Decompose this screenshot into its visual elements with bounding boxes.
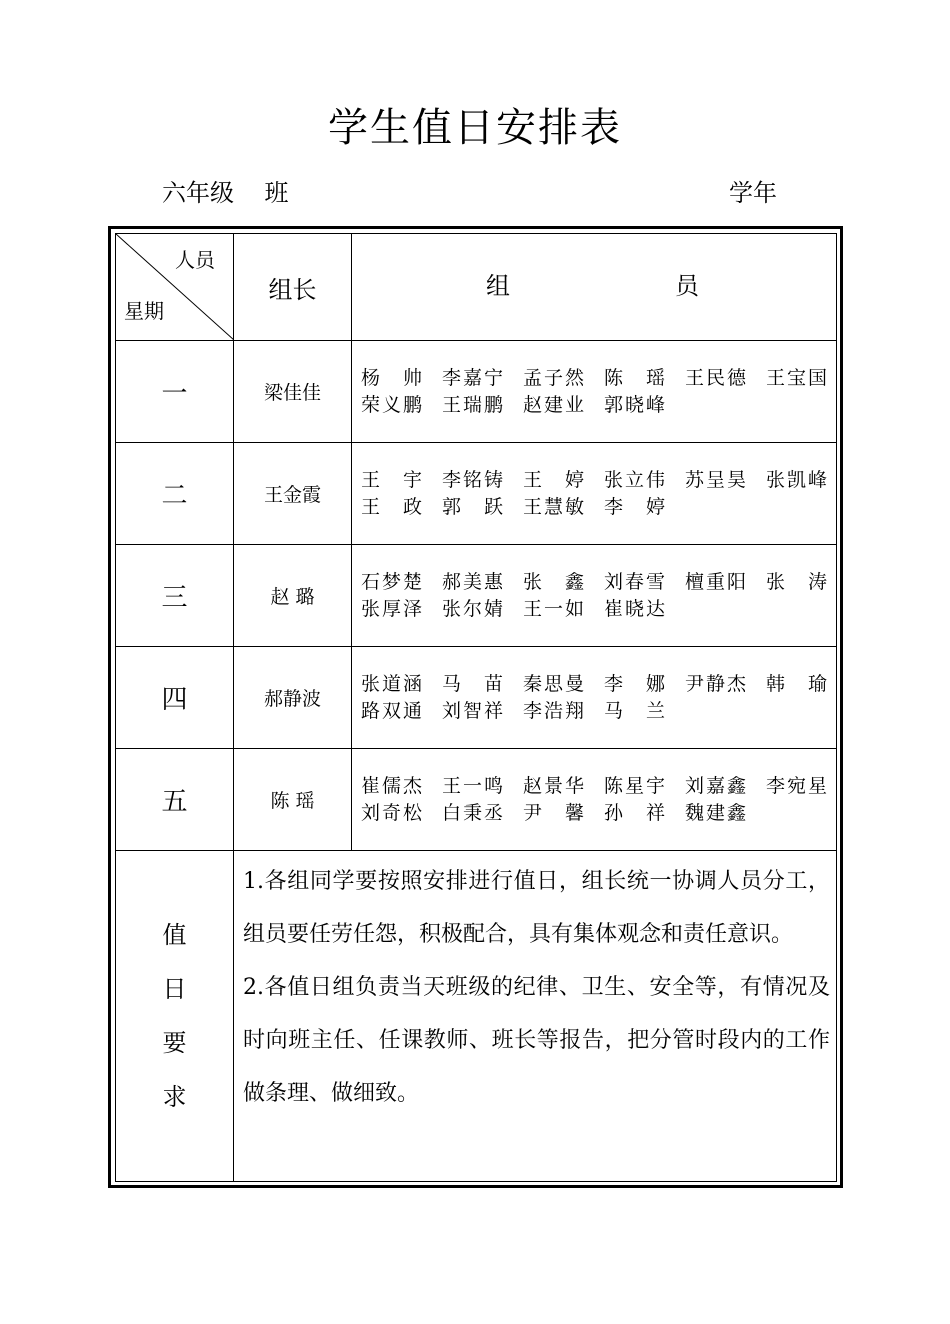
member-name: 张厚泽 bbox=[361, 597, 422, 620]
requirements-label-char: 求 bbox=[162, 1083, 187, 1111]
members-line-1 bbox=[361, 365, 836, 392]
day-cell: 一 bbox=[116, 341, 234, 443]
member-name: 崔儒杰 bbox=[361, 774, 422, 797]
day-cell: 二 bbox=[116, 443, 234, 545]
member-name: 赵景华 bbox=[523, 774, 584, 797]
corner-bottom-label: 星期 bbox=[124, 299, 164, 323]
member-name: 张立伟 bbox=[604, 468, 665, 491]
member-name: 王宝国 bbox=[766, 366, 827, 389]
member-name: 苏呈昊 bbox=[685, 468, 746, 491]
members-cell bbox=[352, 749, 837, 851]
table-row bbox=[116, 749, 837, 851]
page-title: 学生值日安排表 bbox=[328, 105, 622, 151]
member-name: 郝美惠 bbox=[442, 570, 503, 593]
header-members-char-1: 组 bbox=[486, 272, 510, 300]
member-name: 王一如 bbox=[523, 597, 584, 620]
requirements-label-char: 要 bbox=[162, 1029, 187, 1057]
leader-cell: 郝静波 bbox=[234, 647, 352, 749]
member-name: 尹静杰 bbox=[685, 672, 746, 695]
header-members bbox=[352, 234, 837, 341]
requirements-label-char: 日 bbox=[162, 975, 187, 1003]
member-name: 马 苗 bbox=[442, 672, 503, 695]
member-name: 荣义鹏 bbox=[361, 393, 422, 416]
day-cell: 三 bbox=[116, 545, 234, 647]
member-name: 李嘉宁 bbox=[442, 366, 503, 389]
day-cell: 五 bbox=[116, 749, 234, 851]
member-name: 马 兰 bbox=[604, 699, 665, 722]
member-name: 魏建鑫 bbox=[685, 801, 746, 824]
members-cell bbox=[352, 341, 837, 443]
member-name: 路双通 bbox=[361, 699, 422, 722]
member-name: 张尔婧 bbox=[442, 597, 503, 620]
requirement-item: 2.各值日组负责当天班级的纪律、卫生、安全等，有情况及时向班主任、任课教师、班长等报告，把分管时段内的工作做条理、做细致。 bbox=[243, 975, 830, 1106]
member-name: 韩 瑜 bbox=[766, 672, 827, 695]
member-name: 郭 跃 bbox=[442, 495, 503, 518]
table-row bbox=[116, 443, 837, 545]
members-line-1 bbox=[361, 671, 836, 698]
member-name: 王民德 bbox=[685, 366, 746, 389]
members-cell bbox=[352, 545, 837, 647]
members-line-2 bbox=[361, 698, 836, 725]
requirements-text bbox=[234, 851, 837, 1182]
requirements-row bbox=[116, 851, 837, 1182]
day-cell: 四 bbox=[116, 647, 234, 749]
member-name: 李宛星 bbox=[766, 774, 827, 797]
header-members-char-2: 员 bbox=[675, 272, 699, 300]
member-name: 刘智祥 bbox=[442, 699, 503, 722]
members-line-1 bbox=[361, 569, 836, 596]
members-cell bbox=[352, 443, 837, 545]
member-name: 檀重阳 bbox=[685, 570, 746, 593]
table-frame bbox=[108, 226, 843, 1188]
members-line-1 bbox=[361, 467, 836, 494]
member-name: 杨 帅 bbox=[361, 366, 422, 389]
member-name: 崔晓达 bbox=[604, 597, 665, 620]
leader-cell: 陈 瑶 bbox=[234, 749, 352, 851]
member-name: 陈星宇 bbox=[604, 774, 665, 797]
members-line-2 bbox=[361, 800, 836, 827]
member-name: 孟子然 bbox=[523, 366, 584, 389]
table-row bbox=[116, 647, 837, 749]
member-name: 刘奇松 bbox=[361, 801, 422, 824]
header-row bbox=[116, 234, 837, 341]
member-name: 王一鸣 bbox=[442, 774, 503, 797]
member-name: 郭晓峰 bbox=[604, 393, 665, 416]
member-name: 秦思曼 bbox=[523, 672, 584, 695]
leader-cell: 梁佳佳 bbox=[234, 341, 352, 443]
header-leader: 组长 bbox=[234, 234, 352, 341]
member-name: 刘嘉鑫 bbox=[685, 774, 746, 797]
table-row bbox=[116, 545, 837, 647]
corner-cell bbox=[116, 234, 234, 341]
member-name: 张 涛 bbox=[766, 570, 827, 593]
requirement-item: 1.各组同学要按照安排进行值日，组长统一协调人员分工，组员要任劳任怨，积极配合，具有集体观念和责任意识。 bbox=[243, 869, 830, 947]
member-name: 白秉丞 bbox=[442, 801, 503, 824]
member-name: 石梦楚 bbox=[361, 570, 422, 593]
member-name: 李 娜 bbox=[604, 672, 665, 695]
members-line-2 bbox=[361, 596, 836, 623]
member-name: 孙 祥 bbox=[604, 801, 665, 824]
school-year-label: 学年 bbox=[729, 179, 777, 207]
member-name: 陈 瑶 bbox=[604, 366, 665, 389]
member-name: 尹 馨 bbox=[523, 801, 584, 824]
member-name: 张道涵 bbox=[361, 672, 422, 695]
member-name: 赵建业 bbox=[523, 393, 584, 416]
member-name: 王慧敏 bbox=[523, 495, 584, 518]
member-name: 刘春雪 bbox=[604, 570, 665, 593]
member-name: 李铭铸 bbox=[442, 468, 503, 491]
members-line-2 bbox=[361, 392, 836, 419]
leader-cell: 王金霞 bbox=[234, 443, 352, 545]
corner-top-label: 人员 bbox=[175, 248, 215, 272]
member-name: 王瑞鹏 bbox=[442, 393, 503, 416]
member-name: 王 政 bbox=[361, 495, 422, 518]
class-label: 六年级 班 bbox=[162, 179, 289, 207]
member-name: 张 鑫 bbox=[523, 570, 584, 593]
duty-schedule-table bbox=[115, 233, 837, 1182]
members-cell bbox=[352, 647, 837, 749]
requirements-label bbox=[116, 851, 234, 1182]
member-name: 张凯峰 bbox=[766, 468, 827, 491]
member-name: 李浩翔 bbox=[523, 699, 584, 722]
leader-cell: 赵 璐 bbox=[234, 545, 352, 647]
members-line-2 bbox=[361, 494, 836, 521]
member-name: 王 婷 bbox=[523, 468, 584, 491]
member-name: 王 宇 bbox=[361, 468, 422, 491]
table-row bbox=[116, 341, 837, 443]
members-line-1 bbox=[361, 773, 836, 800]
requirements-label-char: 值 bbox=[162, 921, 187, 949]
member-name: 李 婷 bbox=[604, 495, 665, 518]
